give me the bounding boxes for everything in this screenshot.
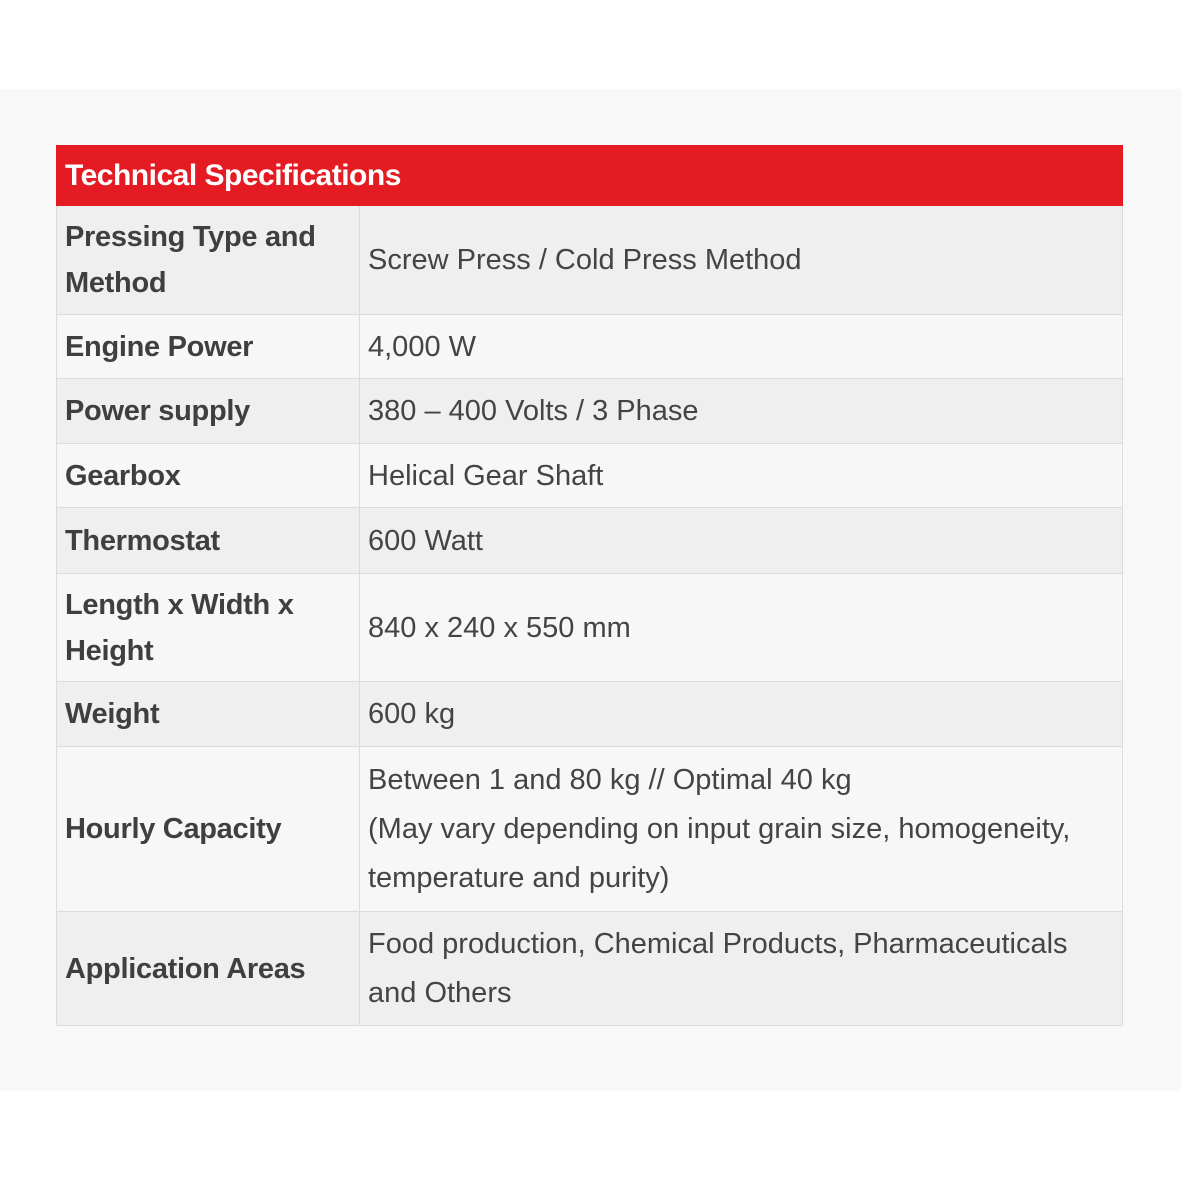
spec-value: Screw Press / Cold Press Method xyxy=(360,206,1123,315)
technical-specifications-table xyxy=(56,145,1123,1026)
spec-value: Helical Gear Shaft xyxy=(360,444,1123,508)
table-row xyxy=(57,379,1123,444)
spec-value: 600 kg xyxy=(360,682,1123,747)
table-title: Technical Specifications xyxy=(57,146,1123,206)
table-row xyxy=(57,444,1123,508)
table-row xyxy=(57,682,1123,747)
spec-value-line: Between 1 and 80 kg // Optimal 40 kg xyxy=(368,763,852,796)
spec-label: Engine Power xyxy=(57,315,360,379)
spec-value-note: (May vary depending on input grain size, homogeneity, temperature and purity) xyxy=(368,812,1071,894)
spec-label: Application Areas xyxy=(57,912,360,1026)
spec-value: 4,000 W xyxy=(360,315,1123,379)
table-header-row xyxy=(57,146,1123,206)
spec-value: 380 – 400 Volts / 3 Phase xyxy=(360,379,1123,444)
spec-label: Hourly Capacity xyxy=(57,747,360,912)
spec-value: 840 x 240 x 550 mm xyxy=(360,574,1123,682)
spec-label: Gearbox xyxy=(57,444,360,508)
spec-label: Pressing Type and Method xyxy=(57,206,360,315)
spec-label: Weight xyxy=(57,682,360,747)
spec-value: 600 Watt xyxy=(360,508,1123,574)
spec-label: Thermostat xyxy=(57,508,360,574)
spec-value: Food production, Chemical Products, Pharmaceuticals and Others xyxy=(360,912,1123,1026)
table-row xyxy=(57,206,1123,315)
table-row xyxy=(57,574,1123,682)
spec-value xyxy=(360,747,1123,912)
spec-label: Power supply xyxy=(57,379,360,444)
table-row xyxy=(57,747,1123,912)
table-row xyxy=(57,508,1123,574)
spec-label: Length x Width x Height xyxy=(57,574,360,682)
table-row xyxy=(57,912,1123,1026)
table-row xyxy=(57,315,1123,379)
